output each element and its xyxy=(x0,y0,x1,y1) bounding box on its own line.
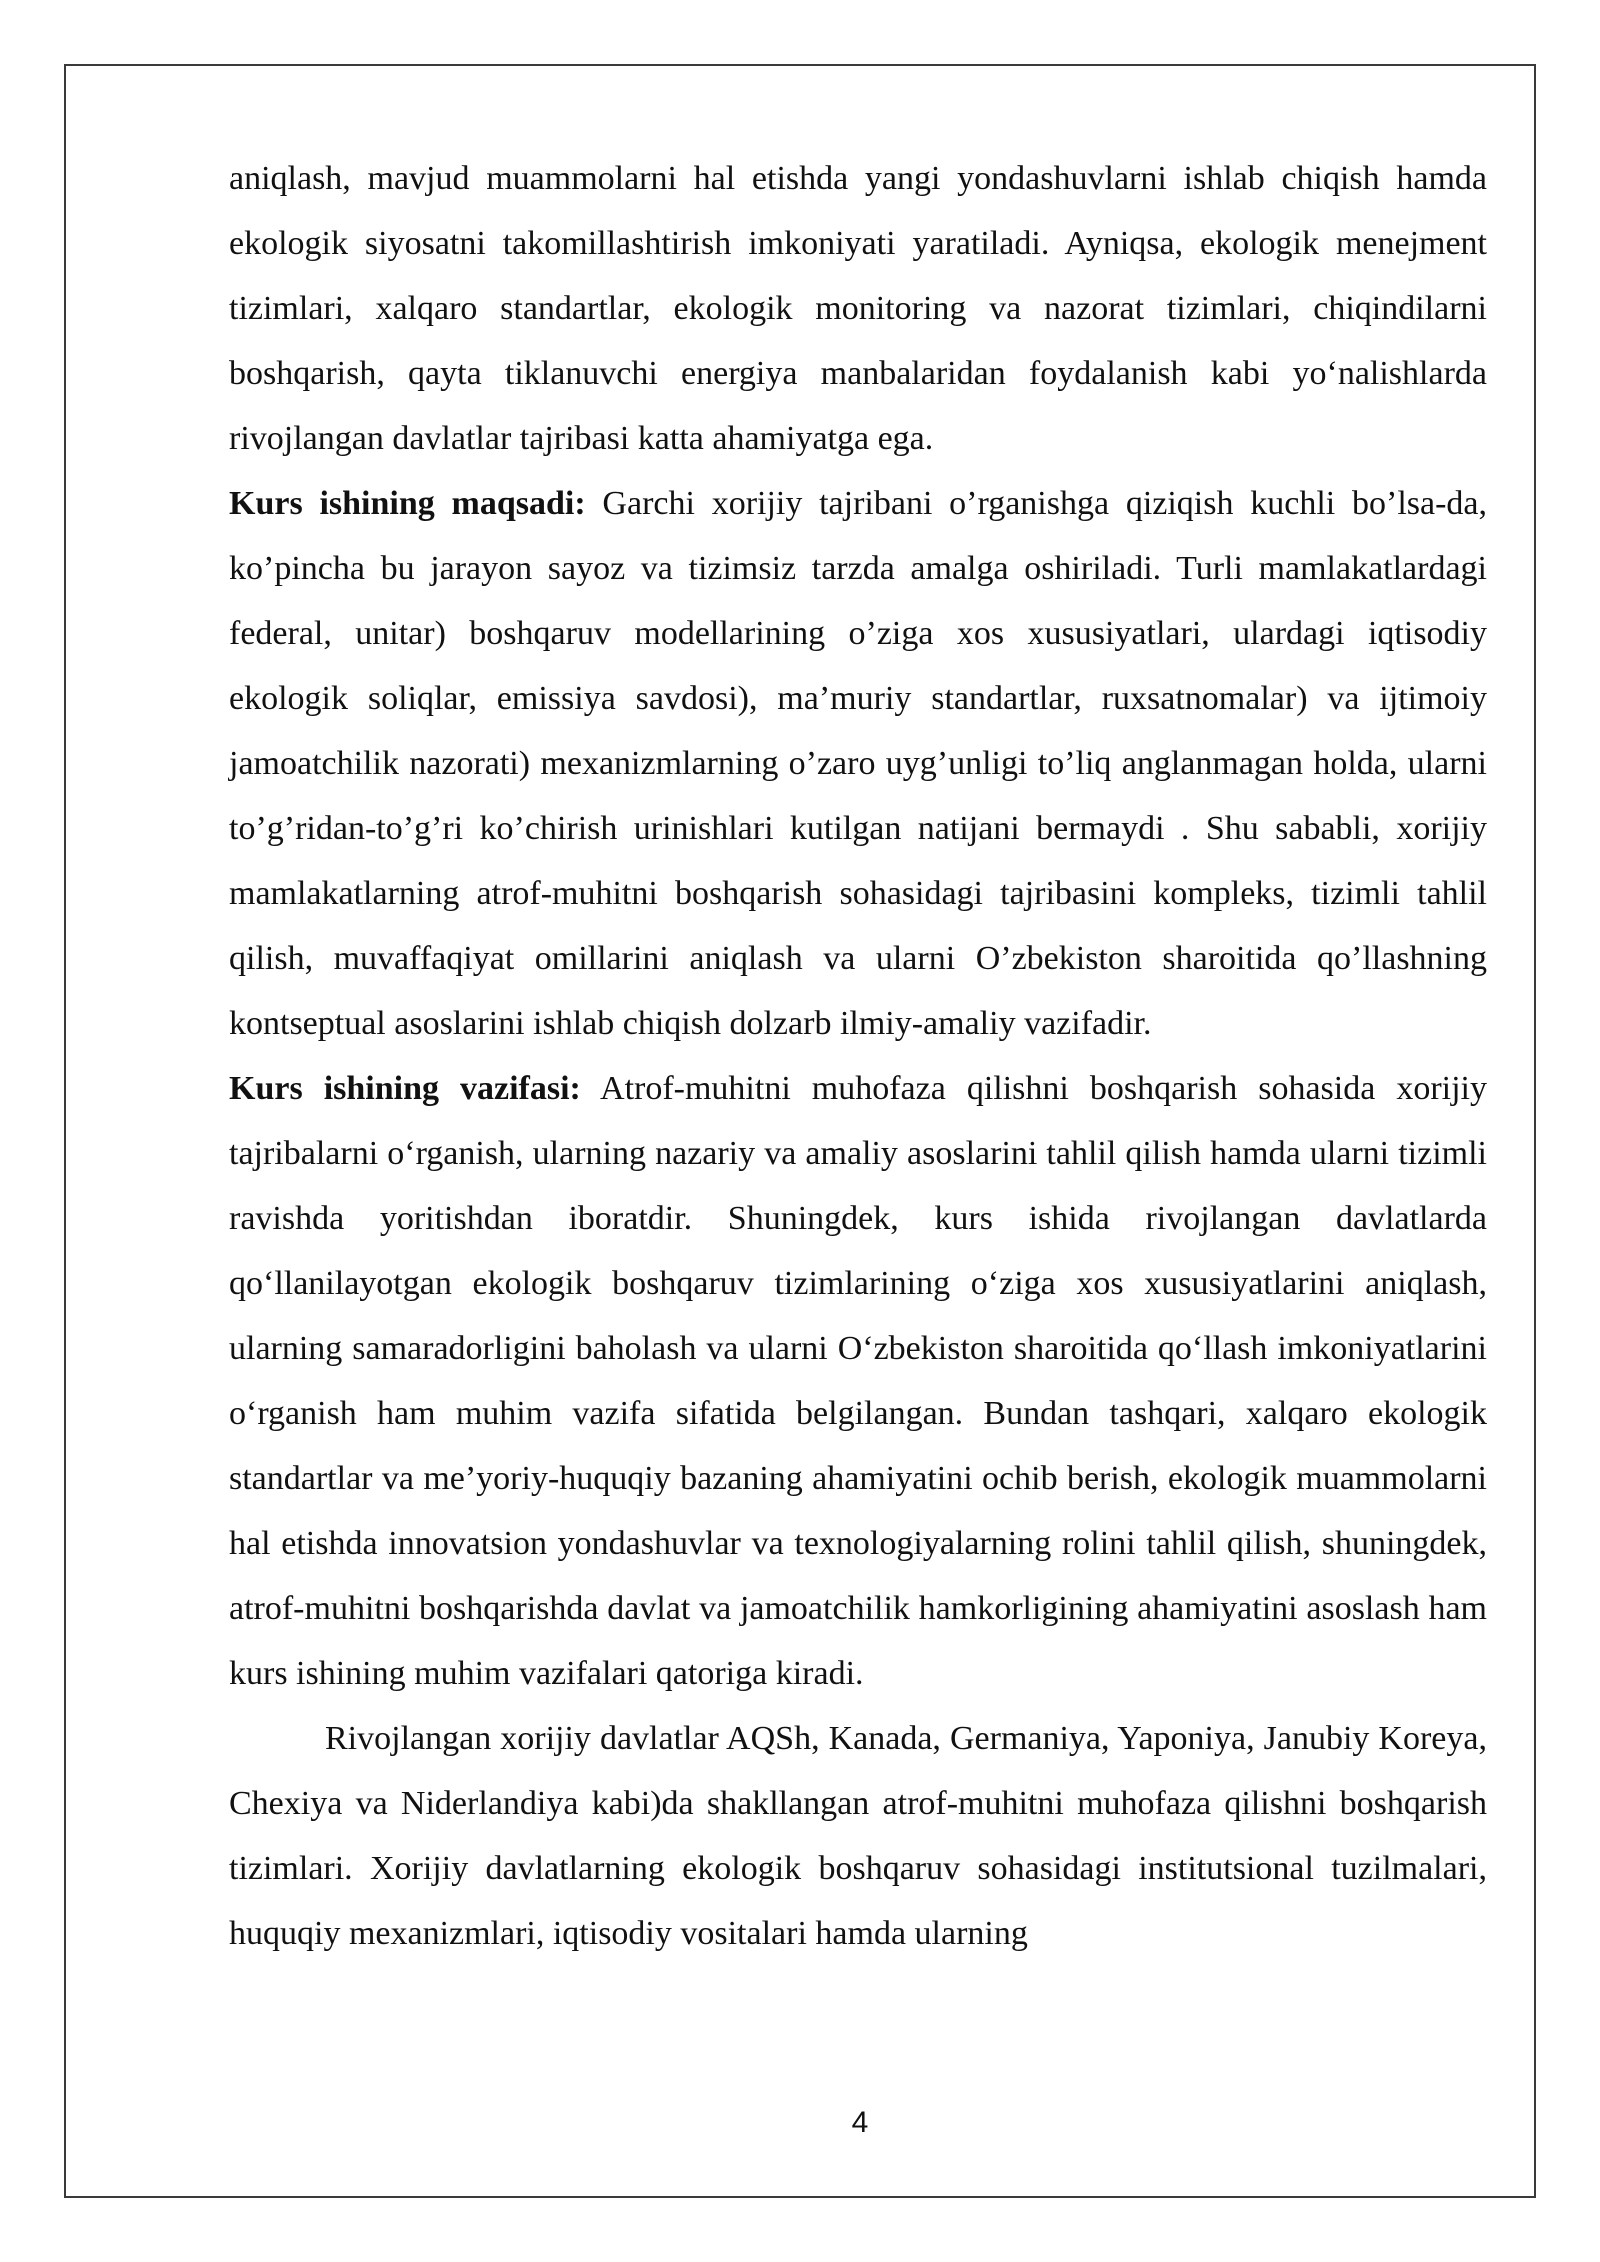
paragraph-course-tasks xyxy=(229,1056,1487,1706)
document-body xyxy=(229,146,1487,1966)
paragraph-course-goal xyxy=(229,471,1487,1056)
page-number: 4 xyxy=(851,2106,869,2139)
paragraph-text: Atrof-muhitni muhofaza qilishni boshqarish sohasida xorijiy tajribalarni oʻrganish, ularning nazariy va amaliy asoslarini tahlil qilish hamda ularni tizimli ravishda yoritishdan iboratdir. Shuningdek, kurs ishida rivojlangan davlatlarda qoʻllanilayotgan ekologik boshqaruv tizimlarining oʻziga xos xususiyatlarini aniqlash, ularning samaradorligini baholash va ularni Oʻzbekiston sharoitida qoʻllash imkoniyatlarini oʻrganish ham muhim vazifa sifatida belgilangan. Bundan tashqari, xalqaro ekologik standartlar va me’yoriy-huquqiy bazaning ahamiyatini ochib berish, ekologik muammolarni hal etishda innovatsion yondashuvlar va texnologiyalarning rolini tahlil qilish, shuningdek, atrof-muhitni boshqarishda davlat va jamoatchilik hamkorligining ahamiyatini asoslash ham kurs ishining muhim vazifalari qatoriga kiradi. xyxy=(229,1070,1487,1692)
paragraph-text: Rivojlangan xorijiy davlatlar AQSh, Kanada, Germaniya, Yaponiya, Janubiy Koreya, Chexiya va Niderlandiya kabi)da shakllangan atrof-muhitni muhofaza qilishni boshqarish tizimlari. Xorijiy davlatlarning ekologik boshqaruv sohasidagi institutsional tuzilmalari, huquqiy mexanizmlari, iqtisodiy vositalari hamda ularning xyxy=(229,1720,1487,1952)
course-tasks-heading: Kurs ishining vazifasi: xyxy=(229,1070,581,1107)
paragraph-text: Garchi xorijiy tajribani o’rganishga qiziqish kuchli bo’lsa-da, ko’pincha bu jarayon sayoz va tizimsiz tarzda amalga oshiriladi. Turli mamlakatlardagi federal, unitar) boshqaruv modellarining o’ziga xos xususiyatlari, ulardagi iqtisodiy ekologik soliqlar, emissiya savdosi), ma’muriy standartlar, ruxsatnomalar) va ijtimoiy jamoatchilik nazorati) mexanizmlarning o’zaro uyg’unligi to’liq anglanmagan holda, ularni to’g’ridan-to’g’ri ko’chirish urinishlari kutilgan natijani bermaydi . Shu sababli, xorijiy mamlakatlarning atrof-muhitni boshqarish sohasidagi tajribasini kompleks, tizimli tahlil qilish, muvaffaqiyat omillarini aniqlash va ularni O’zbekiston sharoitida qo’llashning kontseptual asoslarini ishlab chiqish dolzarb ilmiy-amaliy vazifadir. xyxy=(229,485,1487,1042)
paragraph-developed-countries xyxy=(229,1706,1487,1966)
course-goal-heading: Kurs ishining maqsadi: xyxy=(229,485,586,522)
paragraph-intro-continuation xyxy=(229,146,1487,471)
paragraph-text: aniqlash, mavjud muammolarni hal etishda yangi yondashuvlarni ishlab chiqish hamda ekologik siyosatni takomillashtirish imkoniyati yaratiladi. Ayniqsa, ekologik menejment tizimlari, xalqaro standartlar, ekologik monitoring va nazorat tizimlari, chiqindilarni boshqarish, qayta tiklanuvchi energiya manbalaridan foydalanish kabi yoʻnalishlarda rivojlangan davlatlar tajribasi katta ahamiyatga ega. xyxy=(229,160,1487,457)
